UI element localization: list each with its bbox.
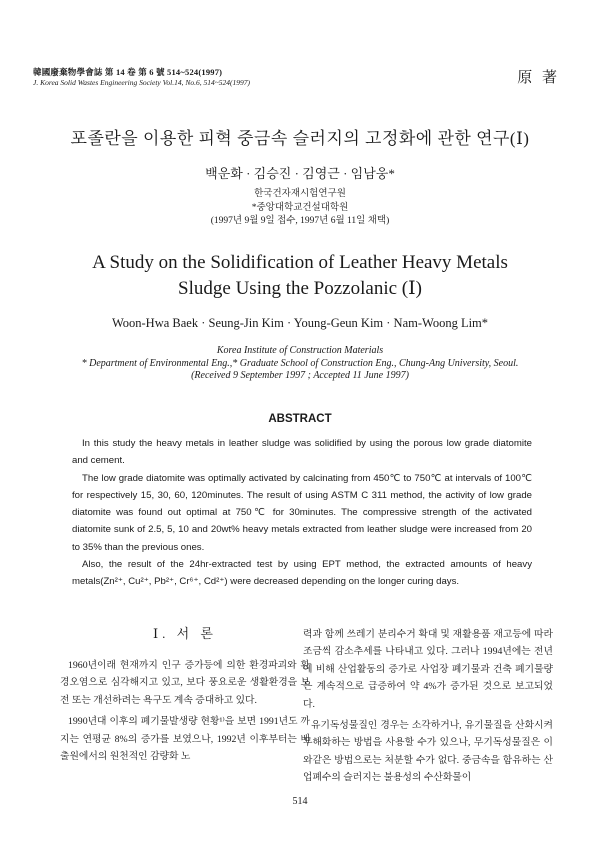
affiliation-korean xyxy=(0,188,600,229)
body-paragraph: 유기독성물질인 경우는 소각하거나, 유기물질을 산화시켜 무해화하는 방법을 사용할 수가 있으나, 무기독성물질은 이와같은 방법으로는 처분할 수가 없다. 중금속을 함유하는 산업폐수의 슬러지는 불용성의 수산화물이 xyxy=(303,720,553,784)
abstract-paragraph: In this study the heavy metals in leather sludge was solidified by using the porous low grade diatomite and cement. xyxy=(72,438,532,467)
body-column-right xyxy=(303,626,553,787)
affiliation-english-line: * Department of Environmental Eng.,* Graduate School of Construction Eng., Chung-Ang University, Seoul. xyxy=(81,357,519,369)
abstract-paragraph: Also, the result of the 24hr-extracted test by using EPT method, the extracted amounts of heavy metals(Zn²⁺, Cu²⁺, Pb²⁺, Cr⁶⁺, Cd²⁺) were decreased depending on the longer curing days. xyxy=(72,559,532,588)
page-number: 514 xyxy=(292,796,308,807)
title-korean: 포졸란을 이용한 피혁 중금속 슬러지의 고정화에 관한 연구(Ⅰ) xyxy=(70,129,530,148)
title-english-line: A Study on the Solidification of Leather Heavy Metals xyxy=(92,252,508,273)
abstract-body xyxy=(72,435,532,591)
title-english xyxy=(0,250,600,302)
authors-korean: 백운화 · 김승진 · 김영근 · 임남웅* xyxy=(205,166,395,181)
affiliation-english-line: (Received 9 September 1997 ; Accepted 11 June 1997) xyxy=(191,370,409,381)
body-paragraph: 력과 함께 쓰레기 분리수거 확대 및 재활용품 재고등에 따라 조금씩 감소추세를 나타내고 있다. 그러나 1994년에는 전년에 비해 산업활동의 증가로 사업장 폐기물과 건축 폐기물량은 계속적으로 급증하여 약 4%가 증가된 것으로 보고되었다. xyxy=(303,629,553,710)
journal-header-english: J. Korea Solid Wastes Engineering Society Vol.14, No.6, 514~524(1997) xyxy=(33,78,251,87)
affiliation-korean-line: (1997년 9월 9일 접수, 1997년 6월 11일 채택) xyxy=(210,216,390,226)
abstract-heading: ABSTRACT xyxy=(268,413,332,425)
affiliation-english xyxy=(0,345,600,383)
title-english-line: Sludge Using the Pozzolanic (Ⅰ) xyxy=(178,278,422,299)
journal-header-korean: 韓國廢棄物學會誌 第 14 卷 第 6 號 514~524(1997) xyxy=(33,67,223,77)
affiliation-english-line: Korea Institute of Construction Materials xyxy=(216,345,384,356)
affiliation-korean-line: *중앙대학교건설대학원 xyxy=(251,202,349,213)
body-paragraph: 1960년이래 현재까지 인구 증가등에 의한 환경파괴와 환경오염으로 심각해지고 있고, 보다 풍요로운 생활환경을 보전 또는 개선하려는 욕구도 계속 증대하고 있다. xyxy=(60,660,310,706)
affiliation-korean-line: 한국건자재시험연구원 xyxy=(254,189,346,199)
body-column-left xyxy=(60,625,310,765)
abstract-paragraph: The low grade diatomite was optimally activated by calcinating from 450℃ to 750℃ at intervals of 100℃ for respectively 15, 30, 60, 120minutes. The result of using ASTM C 311 method, the activity of low grade diatomite was found out optimal at 750℃ for 30minutes. The compressive strength of the activated diatomite sunk of 2.5, 5, 10 and 20wt% heavy metals extracted from leather sludge were increased from 20 to 35% than the previous ones. xyxy=(72,472,532,553)
body-paragraph: 1990년대 이후의 폐기물발생량 현황¹⁾을 보면 1991년도 까지는 연평균 8%의 증가를 보였으나, 1992년 이후부터는 배출원에서의 원천적인 감량화 노 xyxy=(60,716,310,763)
authors-english: Woon-Hwa Baek · Seung-Jin Kim · Young-Geun Kim · Nam-Woong Lim* xyxy=(111,316,489,330)
article-type-label: 原 著 xyxy=(517,70,560,86)
section-heading: Ⅰ. 서 론 xyxy=(152,626,217,641)
